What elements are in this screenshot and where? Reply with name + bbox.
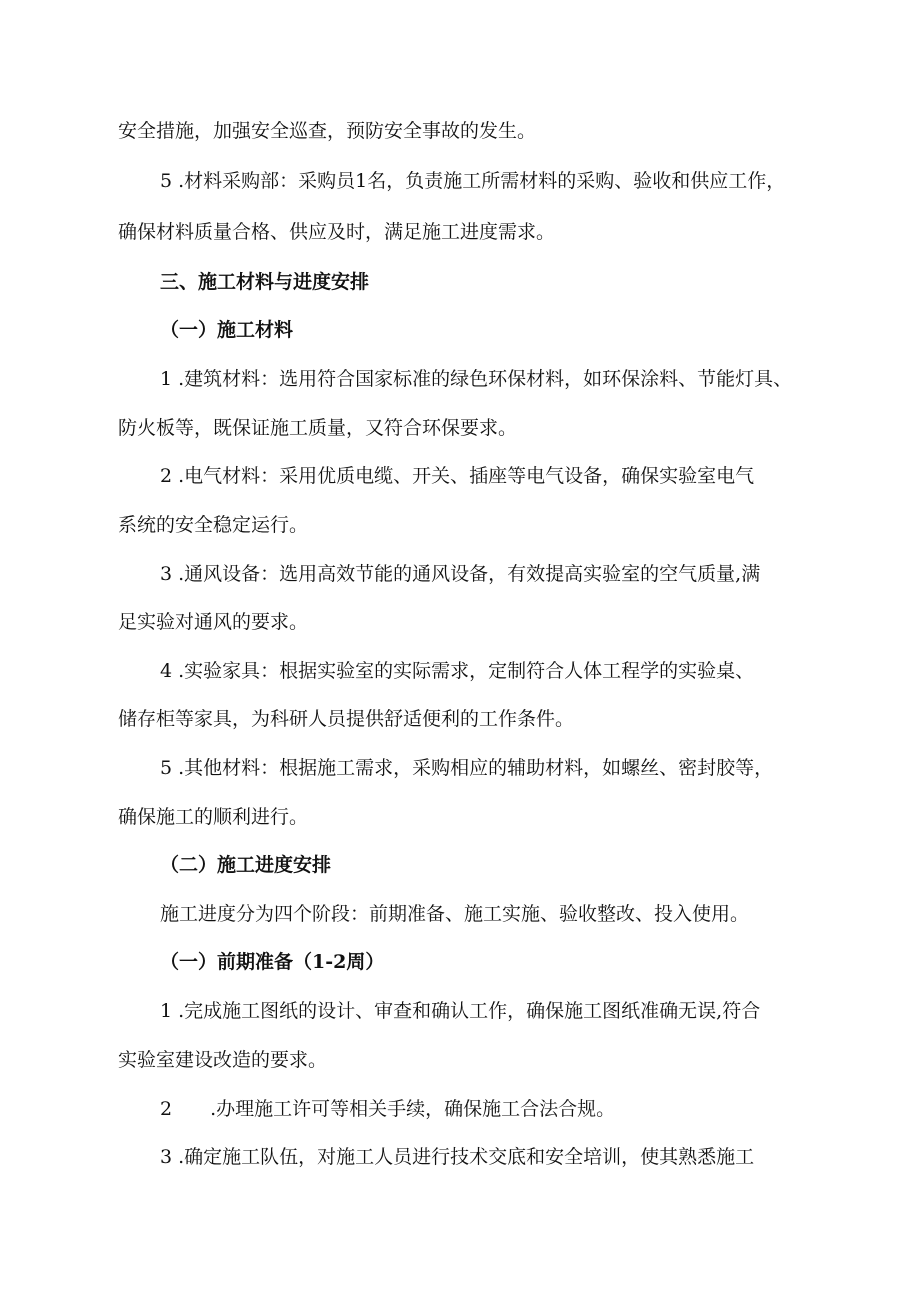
- subsection-heading: （二）施工进度安排: [160, 854, 332, 876]
- paragraph-line: 5 .材料采购部：采购员1名，负责施工所需材料的采购、验收和供应工作，: [160, 170, 786, 192]
- subsection-heading: （一）施工材料: [160, 319, 294, 341]
- paragraph-line: 确保施工的顺利进行。: [118, 806, 309, 828]
- paragraph-line: 安全措施，加强安全巡查，预防安全事故的发生。: [118, 120, 537, 142]
- paragraph-line: 3 .确定施工队伍，对施工人员进行技术交底和安全培训，使其熟悉施工: [160, 1146, 755, 1168]
- paragraph-line: 确保材料质量合格、供应及时，满足施工进度需求。: [118, 221, 556, 243]
- paragraph-line: 系统的安全稳定运行。: [118, 514, 309, 536]
- paragraph-line: 3 .通风设备：选用高效节能的通风设备，有效提高实验室的空气质量,满: [160, 563, 761, 585]
- paragraph-line: 2 .电气材料：采用优质电缆、开关、插座等电气设备，确保实验室电气: [160, 465, 755, 487]
- paragraph-line: 5 .其他材料：根据施工需求，采购相应的辅助材料，如螺丝、密封胶等，: [160, 757, 774, 779]
- paragraph-line: 防火板等，既保证施工质量，又符合环保要求。: [118, 417, 518, 439]
- section-heading: 三、施工材料与进度安排: [160, 271, 370, 293]
- paragraph-line: 4 .实验家具：根据实验室的实际需求，定制符合人体工程学的实验桌、: [160, 660, 755, 682]
- paragraph-line: 1 .建筑材料：选用符合国家标准的绿色环保材料，如环保涂料、节能灯具、: [160, 368, 793, 390]
- paragraph-line: 足实验对通风的要求。: [118, 611, 309, 633]
- paragraph-line: 2 .办理施工许可等相关手续，确保施工合法合规。: [160, 1098, 616, 1120]
- paragraph-line: 实验室建设改造的要求。: [118, 1049, 328, 1071]
- subsection-heading: （一）前期准备（1-2周）: [160, 951, 385, 973]
- paragraph-line: 储存柜等家具，为科研人员提供舒适便利的工作条件。: [118, 708, 575, 730]
- paragraph-line: 施工进度分为四个阶段：前期准备、施工实施、验收整改、投入使用。: [160, 903, 750, 925]
- paragraph-line: 1 .完成施工图纸的设计、审查和确认工作，确保施工图纸准确无误,符合: [160, 1000, 761, 1022]
